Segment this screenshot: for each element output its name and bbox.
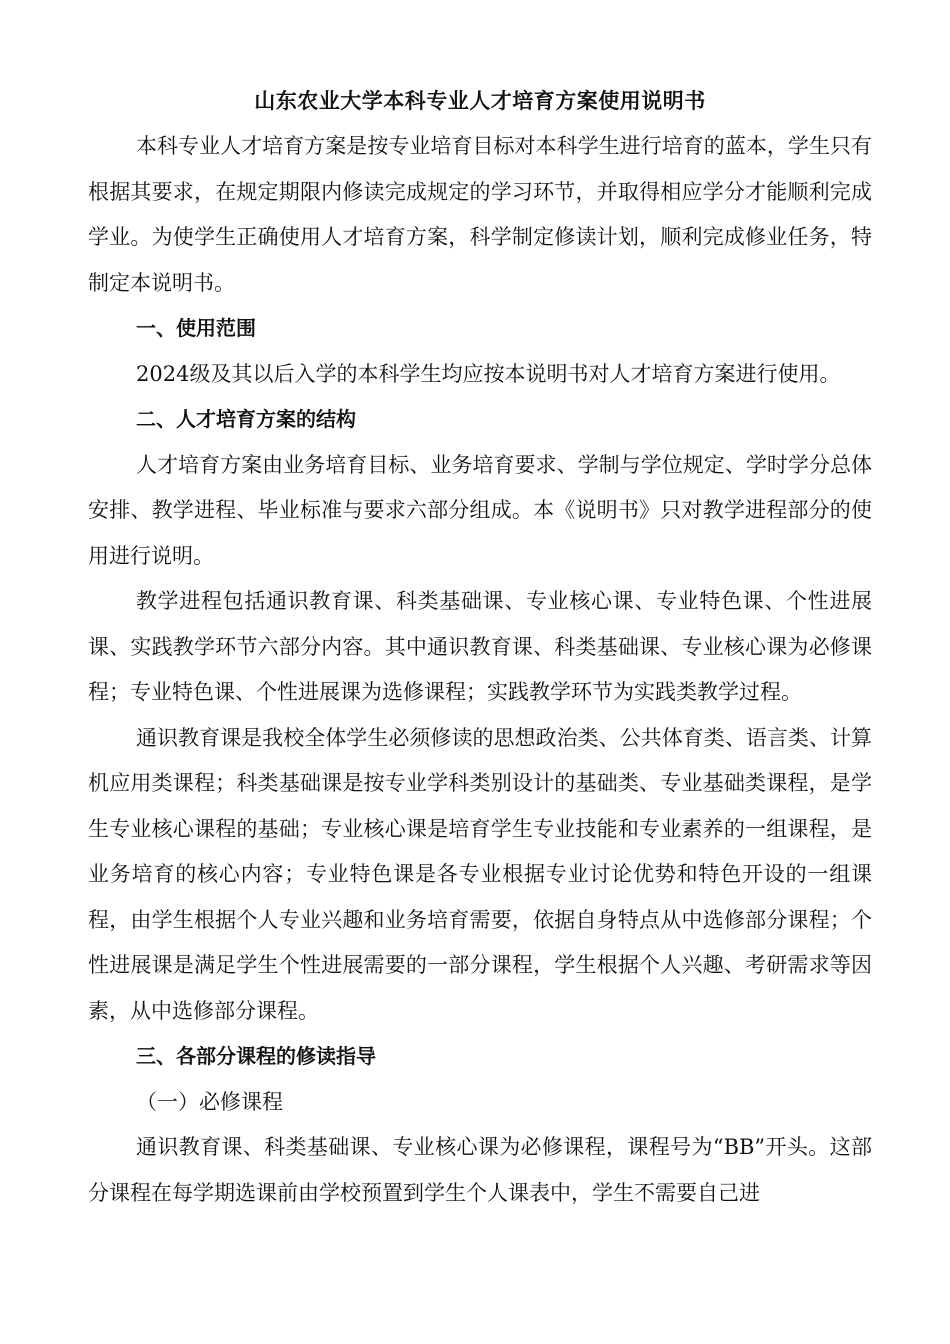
structure-paragraph-2: 教学进程包括通识教育课、科类基础课、专业核心课、专业特色课、个性进展课、实践教学环节六部分内容。其中通识教育课、科类基础课、专业核心课为必修课程；专业特色课、个性进展课为选修课程；实践教学环节为实践类教学过程。 bbox=[88, 589, 872, 704]
document-title: 山东农业大学本科专业人才培育方案使用说明书 bbox=[254, 89, 706, 113]
subsection-heading-required: （一）必修课程 bbox=[136, 1089, 283, 1114]
required-courses-paragraph: 通识教育课、科类基础课、专业核心课为必修课程，课程号为“BB”开头。这部分课程在每学期选课前由学校预置到学生个人课表中，学生不需要自己进 bbox=[88, 1135, 872, 1205]
document-page bbox=[88, 86, 872, 1216]
section-heading-guidance: 三、各部分课程的修读指导 bbox=[136, 1044, 376, 1068]
intro-paragraph: 本科专业人才培育方案是按专业培育目标对本科学生进行培育的蓝本，学生只有根据其要求，在规定期限内修读完成规定的学习环节，并取得相应学分才能顺利完成学业。为使学生正确使用人才培育方案，科学制定修读计划，顺利完成修业任务，特制定本说明书。 bbox=[88, 134, 872, 295]
scope-paragraph: 2024级及其以后入学的本科学生均应按本说明书对人才培育方案进行使用。 bbox=[136, 361, 841, 386]
structure-paragraph-3: 通识教育课是我校全体学生必须修读的思想政治类、公共体育类、语言类、计算机应用类课程；科类基础课是按专业学科类别设计的基础类、专业基础类课程，是学生专业核心课程的基础；专业核心课是培育学生专业技能和专业素养的一组课程，是业务培育的核心内容；专业特色课是各专业根据专业讨论优势和特色开设的一组课程，由学生根据个人专业兴趣和业务培育需要，依据自身特点从中选修部分课程；个性进展课是满足学生个性进展需要的一部分课程，学生根据个人兴趣、考研需求等因素，从中选修部分课程。 bbox=[88, 725, 872, 1023]
structure-paragraph-1: 人才培育方案由业务培育目标、业务培育要求、学制与学位规定、学时学分总体安排、教学进程、毕业标准与要求六部分组成。本《说明书》只对教学进程部分的使用进行说明。 bbox=[88, 452, 872, 568]
section-heading-structure: 二、人才培育方案的结构 bbox=[136, 407, 356, 431]
section-heading-scope: 一、使用范围 bbox=[136, 316, 256, 340]
